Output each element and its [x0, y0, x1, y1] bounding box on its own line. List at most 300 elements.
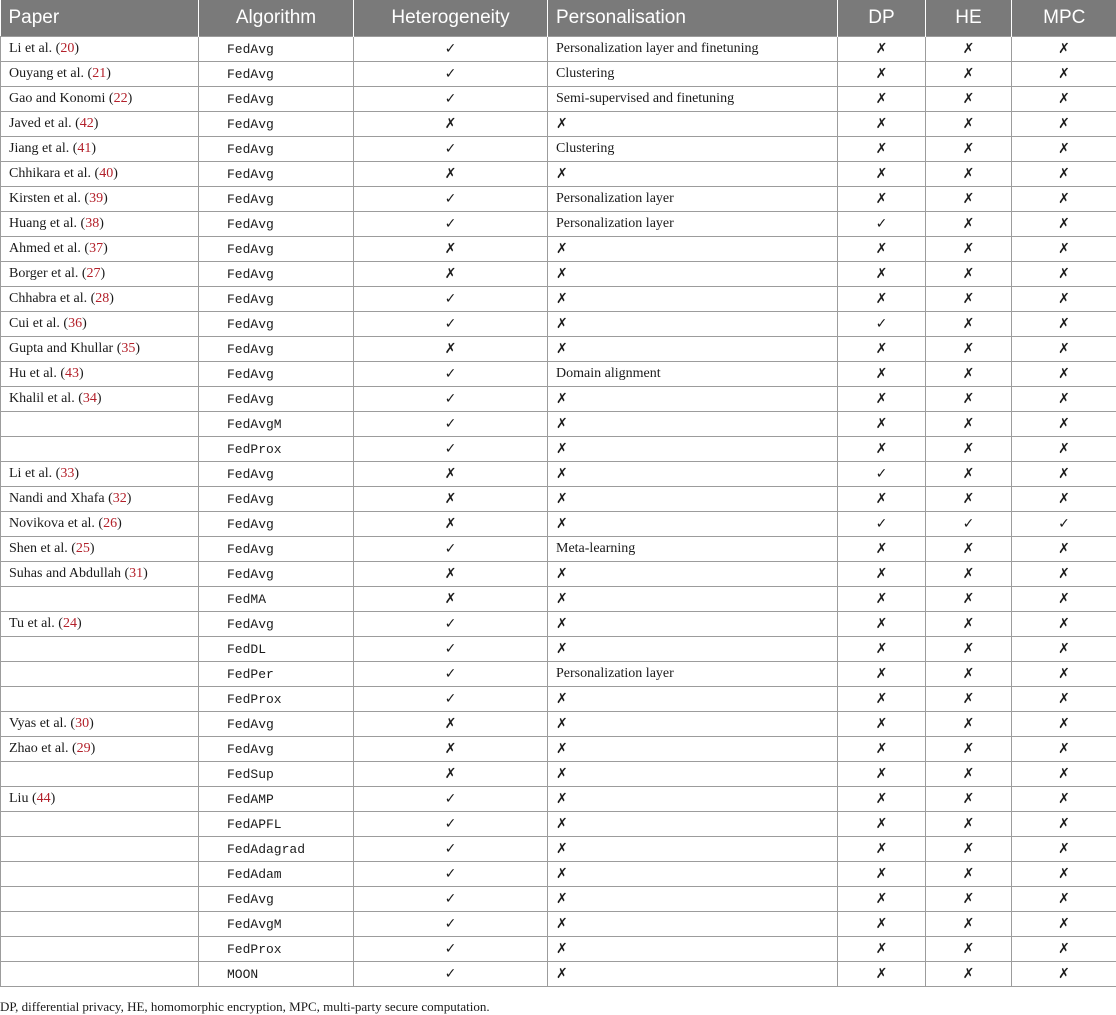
cell-mpc: ✗: [1012, 237, 1116, 262]
cell-dp: ✗: [838, 237, 926, 262]
cell-heterogeneity: ✓: [354, 537, 548, 562]
cell-dp: ✗: [838, 337, 926, 362]
table-row: [1, 462, 1116, 487]
cell-algorithm: FedAvg: [199, 512, 354, 537]
cell-personalisation: ✗: [548, 262, 838, 287]
paper-name: Cui et al. (: [9, 316, 68, 331]
cell-heterogeneity: ✗: [354, 712, 548, 737]
cell-he: ✗: [926, 462, 1012, 487]
citation-link[interactable]: 25: [76, 541, 90, 556]
cell-personalisation: ✗: [548, 162, 838, 187]
paper-name: Jiang et al. (: [9, 141, 77, 156]
citation-link[interactable]: 38: [85, 216, 99, 231]
cell-heterogeneity: ✓: [354, 187, 548, 212]
cell-mpc: ✗: [1012, 187, 1116, 212]
paper-name-close: ): [103, 241, 108, 256]
paper-name-close: ): [117, 516, 122, 531]
cell-mpc: ✗: [1012, 87, 1116, 112]
cell-paper: [1, 762, 199, 787]
paper-name: Khalil et al. (: [9, 391, 83, 406]
citation-link[interactable]: 36: [68, 316, 82, 331]
paper-name-close: ): [74, 41, 79, 56]
cell-he: ✗: [926, 237, 1012, 262]
cell-dp: ✗: [838, 837, 926, 862]
cell-personalisation: ✗: [548, 612, 838, 637]
table-row: [1, 937, 1116, 962]
cell-algorithm: FedAvg: [199, 387, 354, 412]
cell-heterogeneity: ✓: [354, 437, 548, 462]
header-row: [1, 0, 1116, 37]
citation-link[interactable]: 31: [129, 566, 143, 581]
cell-mpc: ✗: [1012, 812, 1116, 837]
cell-algorithm: FedAvg: [199, 612, 354, 637]
cell-algorithm: FedAdam: [199, 862, 354, 887]
cell-dp: ✗: [838, 937, 926, 962]
cell-mpc: ✗: [1012, 562, 1116, 587]
cell-algorithm: FedAdagrad: [199, 837, 354, 862]
cell-mpc: ✗: [1012, 912, 1116, 937]
citation-link[interactable]: 39: [89, 191, 103, 206]
cell-he: ✗: [926, 37, 1012, 62]
table-row: [1, 887, 1116, 912]
citation-link[interactable]: 22: [114, 91, 128, 106]
table-row: [1, 612, 1116, 637]
cell-algorithm: FedAvg: [199, 187, 354, 212]
cell-heterogeneity: ✓: [354, 787, 548, 812]
paper-name: Vyas et al. (: [9, 716, 75, 731]
paper-name-close: ): [103, 191, 108, 206]
table-row: [1, 187, 1116, 212]
cell-paper: [1, 337, 199, 362]
cell-personalisation: Clustering: [548, 62, 838, 87]
paper-name: Suhas and Abdullah (: [9, 566, 129, 581]
cell-he: ✗: [926, 437, 1012, 462]
cell-personalisation: ✗: [548, 787, 838, 812]
cell-paper: [1, 562, 199, 587]
cell-dp: ✗: [838, 87, 926, 112]
table-header: [1, 0, 1116, 37]
cell-heterogeneity: ✗: [354, 587, 548, 612]
cell-dp: ✗: [838, 587, 926, 612]
cell-personalisation: ✗: [548, 437, 838, 462]
cell-heterogeneity: ✗: [354, 512, 548, 537]
cell-he: ✗: [926, 762, 1012, 787]
cell-he: ✗: [926, 662, 1012, 687]
cell-he: ✗: [926, 262, 1012, 287]
table-row: [1, 862, 1116, 887]
cell-algorithm: FedAvg: [199, 537, 354, 562]
citation-link[interactable]: 42: [80, 116, 94, 131]
table-row: [1, 437, 1116, 462]
paper-name: Ouyang et al. (: [9, 66, 92, 81]
table-row: [1, 87, 1116, 112]
cell-dp: ✗: [838, 737, 926, 762]
paper-name: Javed et al. (: [9, 116, 80, 131]
cell-algorithm: FedAvg: [199, 37, 354, 62]
citation-link[interactable]: 35: [121, 341, 135, 356]
cell-mpc: ✗: [1012, 937, 1116, 962]
citation-link[interactable]: 30: [75, 716, 89, 731]
table-row: [1, 812, 1116, 837]
cell-mpc: ✗: [1012, 587, 1116, 612]
cell-he: ✗: [926, 312, 1012, 337]
cell-paper: [1, 512, 199, 537]
cell-algorithm: FedDL: [199, 637, 354, 662]
paper-name-close: ): [109, 291, 114, 306]
header-algorithm: Algorithm: [199, 0, 354, 37]
cell-dp: ✗: [838, 962, 926, 987]
citation-link[interactable]: 33: [60, 466, 74, 481]
cell-paper: [1, 862, 199, 887]
cell-mpc: ✗: [1012, 837, 1116, 862]
paper-name-close: ): [99, 216, 104, 231]
cell-heterogeneity: ✓: [354, 912, 548, 937]
cell-mpc: ✗: [1012, 437, 1116, 462]
cell-heterogeneity: ✗: [354, 337, 548, 362]
citation-link[interactable]: 20: [60, 41, 74, 56]
cell-he: ✗: [926, 112, 1012, 137]
cell-he: ✗: [926, 287, 1012, 312]
cell-mpc: ✗: [1012, 37, 1116, 62]
cell-paper: [1, 37, 199, 62]
cell-algorithm: FedAvg: [199, 162, 354, 187]
cell-personalisation: Personalization layer and finetuning: [548, 37, 838, 62]
cell-he: ✗: [926, 962, 1012, 987]
cell-he: ✗: [926, 687, 1012, 712]
cell-algorithm: FedAvg: [199, 362, 354, 387]
cell-heterogeneity: ✓: [354, 962, 548, 987]
cell-algorithm: FedAvg: [199, 737, 354, 762]
paper-name: Tu et al. (: [9, 616, 63, 631]
cell-heterogeneity: ✓: [354, 137, 548, 162]
cell-algorithm: MOON: [199, 962, 354, 987]
table-row: [1, 512, 1116, 537]
cell-mpc: ✗: [1012, 137, 1116, 162]
cell-he: ✓: [926, 512, 1012, 537]
cell-paper: [1, 662, 199, 687]
citation-link[interactable]: 43: [65, 366, 79, 381]
cell-personalisation: ✗: [548, 887, 838, 912]
cell-he: ✗: [926, 537, 1012, 562]
cell-he: ✗: [926, 162, 1012, 187]
citation-link[interactable]: 24: [63, 616, 77, 631]
cell-algorithm: FedAvg: [199, 137, 354, 162]
citation-link[interactable]: 28: [95, 291, 109, 306]
cell-personalisation: Semi-supervised and finetuning: [548, 87, 838, 112]
cell-algorithm: FedAvg: [199, 312, 354, 337]
cell-mpc: ✗: [1012, 537, 1116, 562]
paper-name: Nandi and Xhafa (: [9, 491, 113, 506]
table-row: [1, 312, 1116, 337]
cell-algorithm: FedAvg: [199, 112, 354, 137]
cell-mpc: ✗: [1012, 462, 1116, 487]
paper-name-close: ): [91, 141, 96, 156]
cell-paper: [1, 737, 199, 762]
cell-personalisation: ✗: [548, 337, 838, 362]
cell-dp: ✗: [838, 387, 926, 412]
table-row: [1, 587, 1116, 612]
cell-personalisation: ✗: [548, 312, 838, 337]
table-row: [1, 62, 1116, 87]
cell-dp: ✗: [838, 612, 926, 637]
cell-personalisation: ✗: [548, 712, 838, 737]
table-row: [1, 287, 1116, 312]
cell-dp: ✗: [838, 37, 926, 62]
cell-paper: [1, 412, 199, 437]
cell-mpc: ✗: [1012, 662, 1116, 687]
cell-personalisation: Meta-learning: [548, 537, 838, 562]
cell-heterogeneity: ✓: [354, 937, 548, 962]
cell-paper: [1, 237, 199, 262]
cell-personalisation: ✗: [548, 487, 838, 512]
cell-dp: ✗: [838, 287, 926, 312]
cell-paper: [1, 387, 199, 412]
cell-algorithm: FedProx: [199, 937, 354, 962]
table-row: [1, 712, 1116, 737]
cell-he: ✗: [926, 637, 1012, 662]
cell-mpc: ✗: [1012, 112, 1116, 137]
cell-dp: ✗: [838, 437, 926, 462]
cell-dp: ✗: [838, 762, 926, 787]
paper-name: Hu et al. (: [9, 366, 65, 381]
citation-link[interactable]: 37: [89, 241, 103, 256]
cell-heterogeneity: ✗: [354, 112, 548, 137]
table-row: [1, 487, 1116, 512]
table-row: [1, 362, 1116, 387]
cell-heterogeneity: ✓: [354, 287, 548, 312]
citation-link[interactable]: 40: [99, 166, 113, 181]
cell-mpc: ✗: [1012, 287, 1116, 312]
cell-algorithm: FedAvg: [199, 287, 354, 312]
cell-heterogeneity: ✗: [354, 237, 548, 262]
cell-algorithm: FedAvgM: [199, 912, 354, 937]
table-row: [1, 112, 1116, 137]
cell-dp: ✗: [838, 112, 926, 137]
cell-dp: ✗: [838, 687, 926, 712]
cell-mpc: ✗: [1012, 887, 1116, 912]
cell-mpc: ✗: [1012, 412, 1116, 437]
cell-paper: [1, 537, 199, 562]
cell-mpc: ✗: [1012, 612, 1116, 637]
cell-mpc: ✗: [1012, 362, 1116, 387]
cell-personalisation: ✗: [548, 762, 838, 787]
cell-heterogeneity: ✓: [354, 387, 548, 412]
cell-paper: [1, 712, 199, 737]
cell-paper: [1, 587, 199, 612]
cell-algorithm: FedAPFL: [199, 812, 354, 837]
cell-dp: ✗: [838, 62, 926, 87]
citation-link[interactable]: 32: [113, 491, 127, 506]
cell-personalisation: ✗: [548, 962, 838, 987]
cell-personalisation: ✗: [548, 237, 838, 262]
table-row: [1, 687, 1116, 712]
paper-name: Chhikara et al. (: [9, 166, 99, 181]
cell-paper: [1, 212, 199, 237]
cell-he: ✗: [926, 412, 1012, 437]
paper-name: Gupta and Khullar (: [9, 341, 121, 356]
cell-personalisation: ✗: [548, 862, 838, 887]
citation-link[interactable]: 41: [77, 141, 91, 156]
cell-dp: ✗: [838, 162, 926, 187]
cell-mpc: ✗: [1012, 337, 1116, 362]
cell-paper: [1, 612, 199, 637]
citation-link[interactable]: 34: [83, 391, 97, 406]
cell-algorithm: FedAvg: [199, 337, 354, 362]
cell-heterogeneity: ✓: [354, 87, 548, 112]
paper-name-close: ): [89, 716, 94, 731]
table-row: [1, 562, 1116, 587]
cell-personalisation: ✗: [548, 637, 838, 662]
cell-dp: ✗: [838, 662, 926, 687]
cell-paper: [1, 262, 199, 287]
table-row: [1, 537, 1116, 562]
cell-algorithm: FedAvg: [199, 712, 354, 737]
cell-dp: ✗: [838, 812, 926, 837]
cell-personalisation: ✗: [548, 812, 838, 837]
paper-name-close: ): [94, 116, 99, 131]
cell-algorithm: FedAvg: [199, 87, 354, 112]
paper-name: Zhao et al. (: [9, 741, 77, 756]
table-row: [1, 337, 1116, 362]
cell-paper: [1, 837, 199, 862]
cell-personalisation: ✗: [548, 287, 838, 312]
paper-name-close: ): [91, 741, 96, 756]
citation-link[interactable]: 29: [77, 741, 91, 756]
cell-mpc: ✗: [1012, 712, 1116, 737]
cell-heterogeneity: ✓: [354, 812, 548, 837]
cell-personalisation: ✗: [548, 587, 838, 612]
paper-name: Li et al. (: [9, 466, 60, 481]
cell-paper: [1, 62, 199, 87]
table-row: [1, 662, 1116, 687]
paper-name: Li et al. (: [9, 41, 60, 56]
cell-mpc: ✗: [1012, 962, 1116, 987]
cell-paper: [1, 912, 199, 937]
cell-algorithm: FedAvg: [199, 562, 354, 587]
cell-dp: ✗: [838, 537, 926, 562]
table-row: [1, 837, 1116, 862]
cell-he: ✗: [926, 337, 1012, 362]
paper-name: Borger et al. (: [9, 266, 87, 281]
citation-link[interactable]: 21: [92, 66, 106, 81]
cell-heterogeneity: ✗: [354, 762, 548, 787]
cell-paper: [1, 887, 199, 912]
table-row: [1, 637, 1116, 662]
cell-heterogeneity: ✓: [354, 62, 548, 87]
header-heterogeneity: Heterogeneity: [354, 0, 548, 37]
cell-heterogeneity: ✓: [354, 212, 548, 237]
paper-name-close: ): [74, 466, 79, 481]
table-row: [1, 387, 1116, 412]
cell-personalisation: ✗: [548, 387, 838, 412]
cell-mpc: ✗: [1012, 487, 1116, 512]
paper-name-close: ): [143, 566, 148, 581]
cell-algorithm: FedAvg: [199, 887, 354, 912]
cell-heterogeneity: ✓: [354, 887, 548, 912]
table-row: [1, 162, 1116, 187]
cell-he: ✗: [926, 487, 1012, 512]
paper-name-close: ): [90, 541, 95, 556]
cell-algorithm: FedSup: [199, 762, 354, 787]
cell-heterogeneity: ✗: [354, 462, 548, 487]
cell-he: ✗: [926, 837, 1012, 862]
paper-name: Chhabra et al. (: [9, 291, 95, 306]
header-dp: DP: [838, 0, 926, 37]
cell-dp: ✗: [838, 262, 926, 287]
cell-heterogeneity: ✓: [354, 662, 548, 687]
table-footnote: DP, differential privacy, HE, homomorphic encryption, MPC, multi-party secure computation.: [0, 987, 1116, 1015]
cell-algorithm: FedProx: [199, 687, 354, 712]
cell-personalisation: ✗: [548, 837, 838, 862]
header-personalisation: Personalisation: [548, 0, 838, 37]
cell-paper: [1, 187, 199, 212]
cell-heterogeneity: ✓: [354, 362, 548, 387]
cell-dp: ✓: [838, 512, 926, 537]
cell-algorithm: FedAvg: [199, 62, 354, 87]
paper-name: Kirsten et al. (: [9, 191, 89, 206]
citation-link[interactable]: 26: [103, 516, 117, 531]
cell-mpc: ✗: [1012, 862, 1116, 887]
cell-mpc: ✗: [1012, 737, 1116, 762]
cell-paper: [1, 487, 199, 512]
cell-he: ✗: [926, 362, 1012, 387]
header-he: HE: [926, 0, 1012, 37]
cell-he: ✗: [926, 912, 1012, 937]
cell-he: ✗: [926, 387, 1012, 412]
cell-paper: [1, 962, 199, 987]
header-mpc: MPC: [1012, 0, 1116, 37]
cell-he: ✗: [926, 62, 1012, 87]
table-row: [1, 237, 1116, 262]
cell-algorithm: FedPer: [199, 662, 354, 687]
cell-mpc: ✗: [1012, 62, 1116, 87]
paper-name-close: ): [97, 391, 102, 406]
cell-personalisation: Clustering: [548, 137, 838, 162]
table-row: [1, 262, 1116, 287]
cell-he: ✗: [926, 937, 1012, 962]
citation-link[interactable]: 44: [37, 791, 51, 806]
cell-dp: ✗: [838, 712, 926, 737]
cell-algorithm: FedAvgM: [199, 412, 354, 437]
cell-algorithm: FedProx: [199, 437, 354, 462]
cell-heterogeneity: ✗: [354, 737, 548, 762]
cell-he: ✗: [926, 87, 1012, 112]
cell-paper: [1, 137, 199, 162]
paper-name: Gao and Konomi (: [9, 91, 114, 106]
cell-heterogeneity: ✓: [354, 862, 548, 887]
cell-he: ✗: [926, 562, 1012, 587]
cell-heterogeneity: ✓: [354, 37, 548, 62]
cell-personalisation: Personalization layer: [548, 662, 838, 687]
cell-mpc: ✗: [1012, 687, 1116, 712]
header-paper: Paper: [1, 0, 199, 37]
cell-paper: [1, 437, 199, 462]
cell-personalisation: ✗: [548, 112, 838, 137]
cell-personalisation: ✗: [548, 737, 838, 762]
paper-name: Liu (: [9, 791, 37, 806]
cell-mpc: ✗: [1012, 162, 1116, 187]
table-row: [1, 787, 1116, 812]
cell-dp: ✗: [838, 887, 926, 912]
cell-personalisation: ✗: [548, 412, 838, 437]
citation-link[interactable]: 27: [87, 266, 101, 281]
cell-paper: [1, 87, 199, 112]
cell-personalisation: Domain alignment: [548, 362, 838, 387]
cell-paper: [1, 937, 199, 962]
cell-dp: ✓: [838, 312, 926, 337]
cell-he: ✗: [926, 587, 1012, 612]
cell-dp: ✗: [838, 912, 926, 937]
